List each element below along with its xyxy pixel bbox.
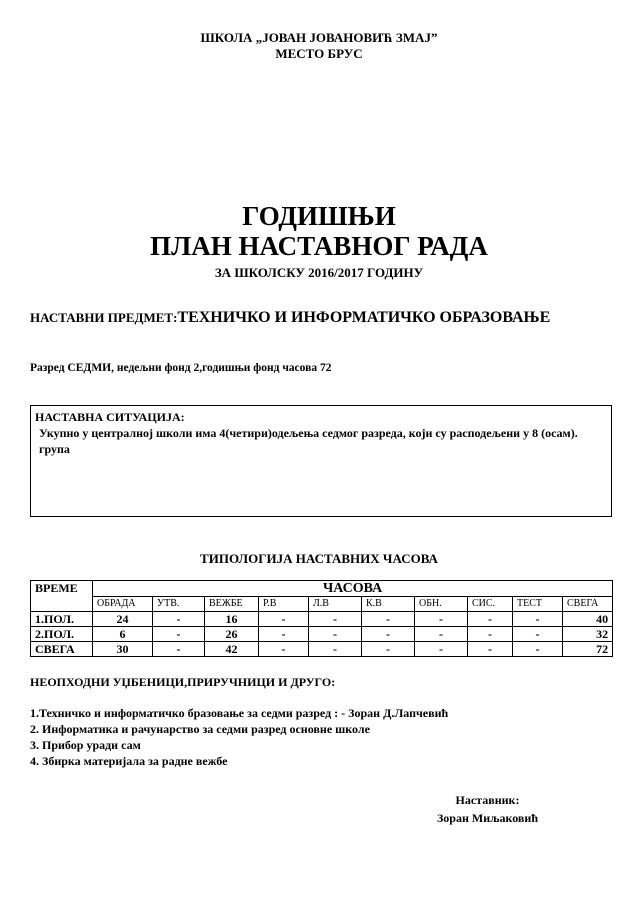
teacher-label: Наставник:	[455, 793, 520, 807]
table-cell: -	[309, 642, 362, 657]
table-cell: -	[468, 642, 513, 657]
column-header: ТЕСТ	[513, 597, 563, 612]
row-label: СВЕГА	[31, 642, 93, 657]
subject-label: НАСТАВНИ ПРЕДМЕТ:	[30, 310, 178, 325]
teacher-name: Зоран Миљаковић	[436, 811, 538, 825]
table-cell: -	[259, 627, 309, 642]
table-cell: 32	[563, 627, 613, 642]
row-label: 2.ПОЛ.	[31, 627, 93, 642]
table-cell: -	[513, 612, 563, 627]
table-cell: -	[309, 612, 362, 627]
reference-item: 2. Информатика и рачунарство за седми разред основне школе	[30, 722, 370, 736]
typology-title: ТИПОЛОГИЈА НАСТАВНИХ ЧАСОВА	[200, 551, 438, 566]
reference-item: 4. Збирка материјала за радне вежбе	[30, 754, 228, 768]
column-header: СИС.	[468, 597, 513, 612]
table-cell: -	[468, 627, 513, 642]
table-cell: -	[468, 612, 513, 627]
table-header-row	[31, 581, 613, 597]
table-cell: -	[415, 642, 468, 657]
table-row	[31, 627, 613, 642]
grade-line: Разред СЕДМИ, недељни фонд 2,годишњи фонд часова 72	[30, 362, 332, 374]
signature-block	[437, 791, 538, 827]
column-header: ОБН.	[415, 597, 468, 612]
table-cell: 40	[563, 612, 613, 627]
column-header: Л.В	[309, 597, 362, 612]
references-section	[30, 674, 448, 769]
table-cell: -	[362, 612, 415, 627]
reference-item: 3. Прибор уради сам	[30, 738, 141, 752]
typology-table	[30, 580, 613, 657]
table-cell: -	[362, 627, 415, 642]
subject-line	[30, 308, 610, 328]
subject-value: ТЕХНИЧКО И ИНФОРМАТИЧКО ОБРАЗОВАЊЕ	[177, 309, 551, 326]
table-cell: 72	[563, 642, 613, 657]
column-header: СВЕГА	[563, 597, 613, 612]
title-line-1: ГОДИШЊИ	[242, 201, 396, 231]
document-title	[0, 201, 638, 282]
table-cell: 42	[205, 642, 259, 657]
column-header: К.В	[362, 597, 415, 612]
table-cell: -	[153, 627, 205, 642]
table-cell: -	[362, 642, 415, 657]
table-cell: -	[153, 642, 205, 657]
situation-box	[30, 405, 612, 517]
table-cell: -	[415, 627, 468, 642]
column-header: ОБРАДА	[93, 597, 153, 612]
table-subheader-row	[31, 597, 613, 612]
table-cell: 16	[205, 612, 259, 627]
table-row	[31, 642, 613, 657]
school-header	[0, 30, 638, 62]
table-cell: -	[513, 627, 563, 642]
column-header: ВЕЖБЕ	[205, 597, 259, 612]
situation-label: НАСТАВНА СИТУАЦИЈА:	[35, 410, 185, 424]
school-place: МЕСТО БРУС	[275, 46, 363, 61]
row-label: 1.ПОЛ.	[31, 612, 93, 627]
column-header: УТВ.	[153, 597, 205, 612]
situation-text: Укупно у централној школи има 4(четири)одељења седмог разреда, који су расподељени у 8 (осам). група	[39, 426, 578, 456]
table-cell: -	[259, 642, 309, 657]
time-header: ВРЕМЕ	[31, 581, 93, 612]
table-cell: -	[415, 612, 468, 627]
title-line-2: ПЛАН НАСТАВНОГ РАДА	[150, 231, 488, 261]
table-cell: -	[309, 627, 362, 642]
reference-item: 1.Техничко и информатичко бразовање за седми разред : - Зоран Д.Лапчевић	[30, 706, 449, 720]
table-row	[31, 612, 613, 627]
table-cell: 6	[93, 627, 153, 642]
school-year: ЗА ШКОЛСКУ 2016/2017 ГОДИНУ	[214, 265, 424, 280]
table-cell: -	[153, 612, 205, 627]
references-title: НЕОПХОДНИ УЏБЕНИЦИ,ПРИРУЧНИЦИ И ДРУГО:	[30, 675, 336, 689]
table-cell: 26	[205, 627, 259, 642]
table-cell: -	[259, 612, 309, 627]
table-cell: 24	[93, 612, 153, 627]
school-name: ШКОЛА „ЈОВАН ЈОВАНОВИЋ ЗМАЈ”	[200, 30, 438, 45]
hours-header: ЧАСОВА	[93, 581, 613, 597]
table-cell: 30	[93, 642, 153, 657]
column-header: Р.В	[259, 597, 309, 612]
table-cell: -	[513, 642, 563, 657]
